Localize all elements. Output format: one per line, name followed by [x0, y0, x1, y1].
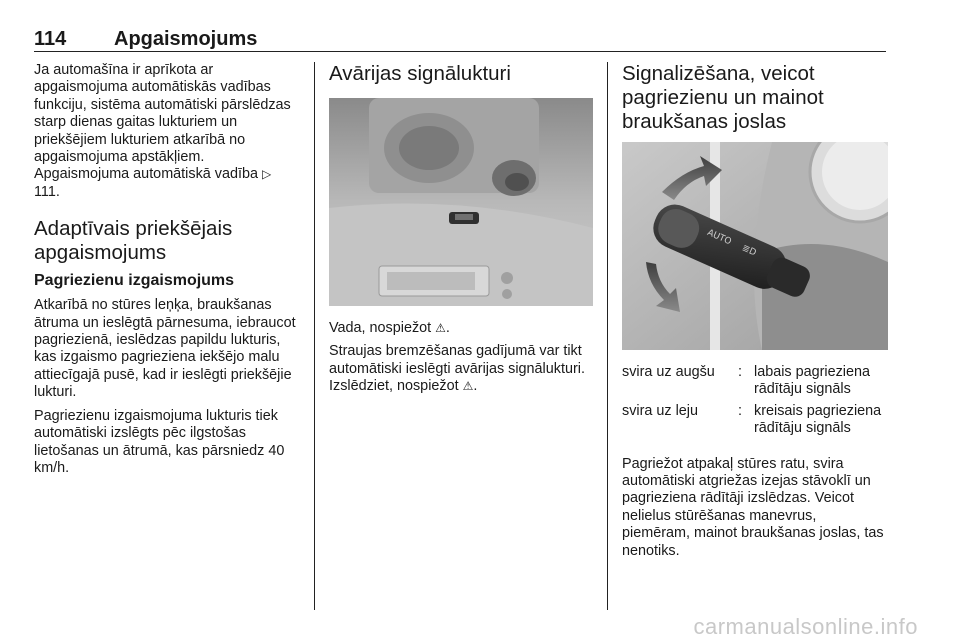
section-heading-adaptive: Adaptīvais priekšējais apgaismojums: [34, 217, 233, 265]
subheading-cornering: Pagriezienu izgaismojums: [34, 272, 235, 290]
column-divider-2: [607, 62, 608, 610]
lever-position-colon: :: [738, 364, 742, 380]
lever-position-desc: kreisais pagrieziena rādītāju signāls: [754, 402, 882, 437]
svg-text:≣D: ≣D: [740, 243, 758, 259]
cornering-paragraph-2: Pagriezienu izgaismojuma lukturis tiek automātiski izslēgts pēc ilgstošas lietošanas un ātrumā, kas pārsniedz 40 km/h.: [34, 407, 285, 476]
header-rule: [34, 51, 886, 52]
lever-position-row: [622, 403, 888, 442]
section-heading-turn-signals: Signalizēšana, veicot pagriezienu un mainot braukšanas joslas: [622, 62, 824, 133]
cornering-paragraph-1: Atkarībā no stūres leņķa, braukšanas ātruma un ieslēgtā pārnesuma, iebraucot pagriezienā, ieslēdzas papildu lukturis, kas izgaismo pagrieziena iekšējo malu attiecīgajā pusē, kad ir ieslēgti priekšējie lukturi.: [34, 297, 296, 401]
intro-paragraph: Ja automašīna ir aprīkota ar apgaismojuma automātiskās vadības funkciju, sistēma automātiski pārslēdzas starp dienas gaitas lukturiem un priekšējiem lukturiem atkarībā no apgaismojuma apstākļiem. Apgaismojuma automātiskā vadība ▷ 111.: [34, 62, 291, 200]
running-title: Apgaismojums: [114, 28, 258, 50]
turn-signal-lever-photo: [622, 142, 888, 350]
hazard-triangle-icon: ⚠: [435, 321, 446, 335]
arrow-triangle-icon: ▷: [261, 167, 272, 182]
column-2: [329, 62, 593, 402]
column-divider-1: [314, 62, 315, 610]
lever-position-term: svira uz augšu: [622, 364, 715, 380]
lever-position-colon: :: [738, 402, 742, 419]
turn-signal-paragraph: Pagriežot atpakaļ stūres ratu, svira automātiski atgriežas izejas stāvoklī un pagrieziena rādītāji izslēdzas. Veicot nelielus stūrēšanas manevrus, piemēram, mainot braukšanas joslas, tas nenotiks.: [622, 455, 884, 559]
lever-position-row: [622, 364, 888, 403]
page-number: 114: [34, 28, 67, 50]
lever-positions-list: [622, 364, 888, 442]
page-reference-link[interactable]: 111.: [34, 183, 60, 200]
hazard-triangle-icon: ⚠: [462, 379, 474, 394]
hazard-paragraph-1: Vada, nospiežot ⚠.: [329, 320, 450, 336]
lever-position-term: svira uz leju: [622, 402, 698, 419]
svg-text:AUTO: AUTO: [705, 227, 733, 248]
hazard-switch-photo: [329, 98, 593, 306]
watermark: carmanualsonline.info: [693, 614, 918, 639]
lever-position-desc: labais pagrieziena rādītāju signāls: [754, 364, 871, 398]
hazard-paragraph-2: Straujas bremzēšanas gadījumā var tikt automātiski ieslēgti avārijas signālukturi. Izslēdziet, nospiežot ⚠.: [329, 343, 585, 395]
page-header: [34, 28, 886, 50]
column-3: [622, 62, 888, 566]
section-heading-hazard: Avārijas signālukturi: [329, 62, 511, 85]
column-1: [34, 62, 300, 483]
